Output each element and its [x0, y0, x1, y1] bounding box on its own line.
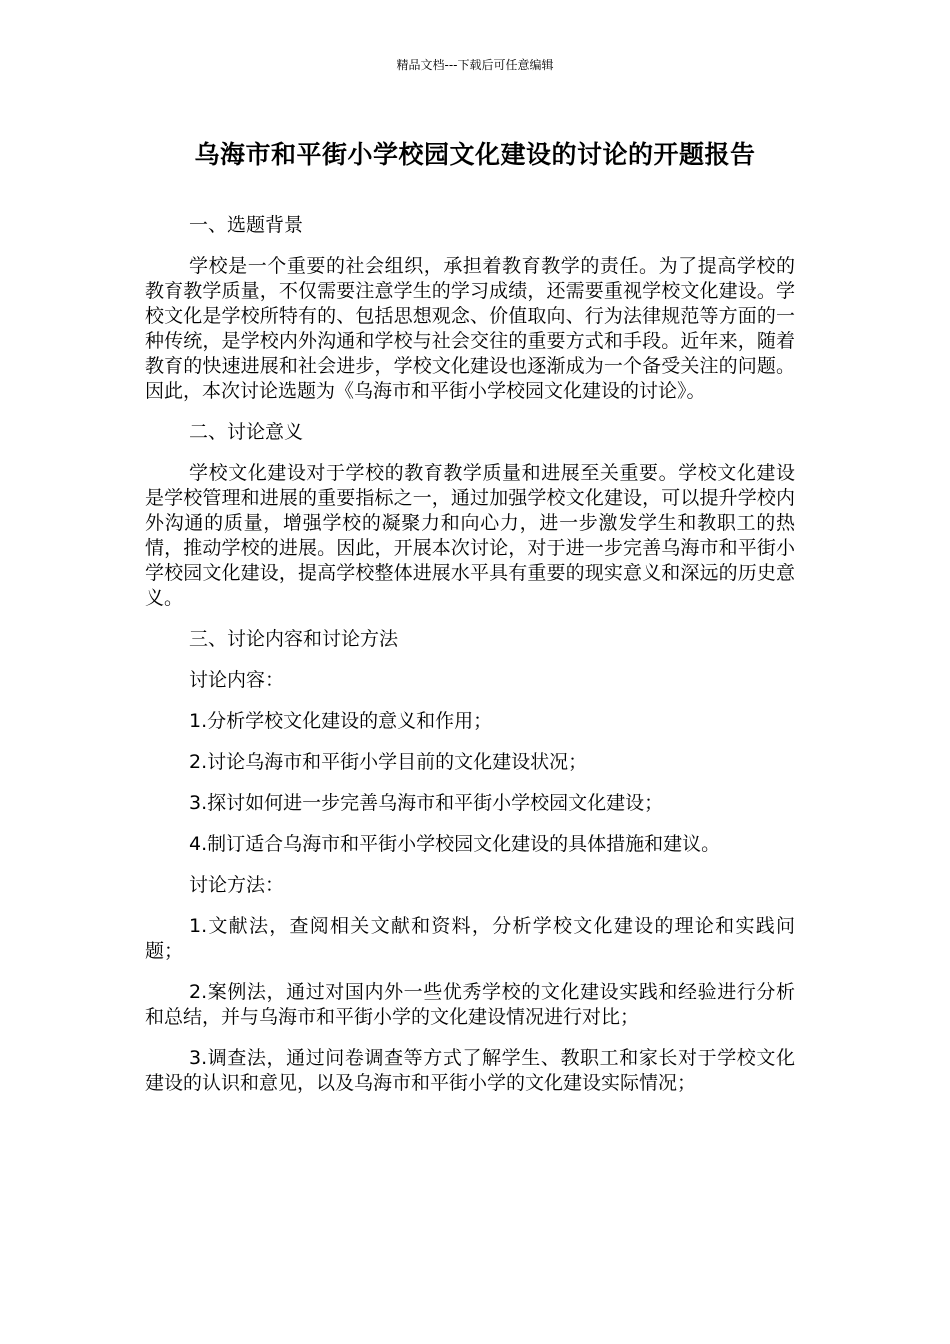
subheading-method: 讨论方法：	[189, 874, 285, 896]
paragraph-background: 学校是一个重要的社会组织，承担着教育教学的责任。为了提高学校的教育教学质量，不仅需要注意学生的学习成绩，还需要重视学校文化建设。学校文化是学校所特有的、包括思想观念、价值取向、行为法律规范等方面的一种传统，是学校内外沟通和学校与社会交往的重要方式和手段。近年来，随着教育的快速进展和社会进步，学校文化建设也逐渐成为一个备受关注的问题。因此，本次讨论选题为《乌海市和平街小学校园文化建设的讨论》。	[145, 255, 795, 402]
list-item: 1.文献法，查阅相关文献和资料，分析学校文化建设的理论和实践问题；	[145, 915, 795, 962]
list-item: 2.讨论乌海市和平街小学目前的文化建设状况；	[189, 751, 588, 773]
section-heading-content-method: 三、讨论内容和讨论方法	[189, 628, 399, 650]
list-item: 4.制订适合乌海市和平街小学校园文化建设的具体措施和建议。	[189, 833, 721, 855]
section-heading-significance: 二、讨论意义	[189, 421, 304, 443]
list-item: 3.探讨如何进一步完善乌海市和平街小学校园文化建设；	[189, 792, 664, 814]
list-item: 1.分析学校文化建设的意义和作用；	[189, 710, 493, 732]
section-heading-background: 一、选题背景	[189, 214, 304, 236]
subheading-content: 讨论内容：	[189, 669, 285, 691]
document-title: 乌海市和平街小学校园文化建设的讨论的开题报告	[194, 140, 756, 169]
paragraph-significance: 学校文化建设对于学校的教育教学质量和进展至关重要。学校文化建设是学校管理和进展的重要指标之一，通过加强学校文化建设，可以提升学校内外沟通的质量，增强学校的凝聚力和向心力，进一步激发学生和教职工的热情，推动学校的进展。因此，开展本次讨论，对于进一步完善乌海市和平街小学校园文化建设，提高学校整体进展水平具有重要的现实意义和深远的历史意义。	[145, 462, 795, 609]
header-note: 精品文档---下载后可任意编辑	[396, 58, 554, 72]
document-body	[145, 213, 795, 1112]
list-item: 2.案例法，通过对国内外一些优秀学校的文化建设实践和经验进行分析和总结，并与乌海市和平街小学的文化建设情况进行对比；	[145, 981, 795, 1028]
list-item: 3.调查法，通过问卷调查等方式了解学生、教职工和家长对于学校文化建设的认识和意见，以及乌海市和平街小学的文化建设实际情况；	[145, 1047, 795, 1094]
